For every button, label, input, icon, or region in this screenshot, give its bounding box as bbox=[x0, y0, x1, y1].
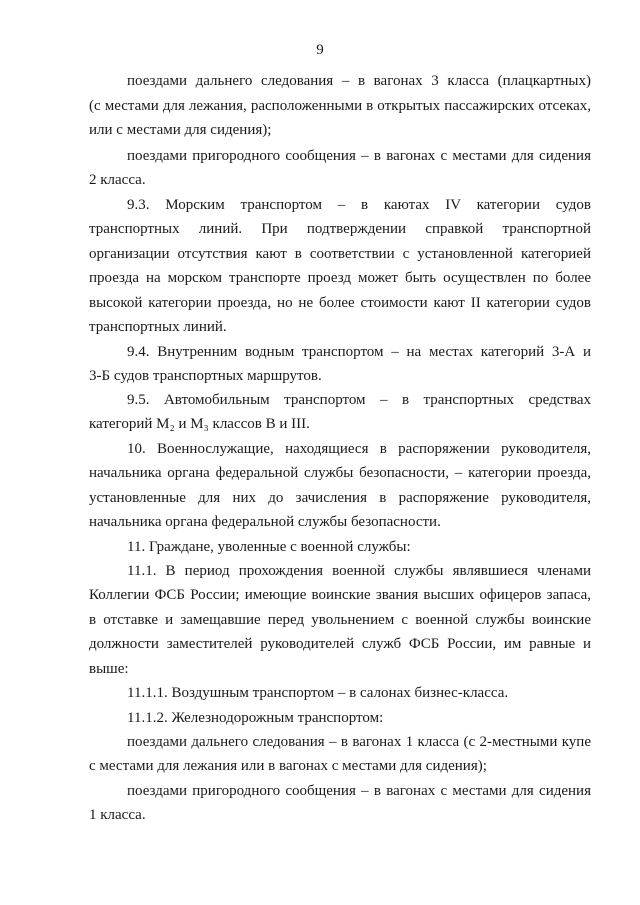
text-line: начальника органа федеральной службы безопасности, – категории проезда, bbox=[89, 465, 591, 481]
text-line: 3-Б судов транспортных маршрутов. bbox=[89, 368, 322, 384]
text-line: организации отсутствия кают в соответствии с установленной категорией bbox=[89, 246, 591, 262]
text-line: Коллегии ФСБ России; имеющие воинские звания высших офицеров запаса, bbox=[89, 587, 591, 603]
text-line: высокой категории проезда, но не более стоимости кают II категории судов bbox=[89, 295, 591, 311]
text-line: выше: bbox=[89, 661, 129, 677]
page-number: 9 bbox=[316, 42, 324, 58]
text-line: поездами пригородного сообщения – в вагонах с местами для сидения bbox=[127, 783, 591, 799]
text-line: категорий M₂ и M₃ классов В и III. bbox=[89, 416, 310, 432]
text-line: 11.1. В период прохождения военной службы являвшиеся членами bbox=[127, 563, 591, 579]
text-line: с местами для лежания или в вагонах с местами для сидения); bbox=[89, 758, 487, 774]
text-line: поездами дальнего следования – в вагонах 1 класса (с 2-местными купе bbox=[127, 734, 591, 750]
text-line: в отставке и замещавшие перед увольнением с военной службы воинские bbox=[89, 612, 591, 628]
text-line: или с местами для сидения); bbox=[89, 122, 272, 138]
text-line: 9.4. Внутренним водным транспортом – на местах категорий 3-А и bbox=[127, 344, 591, 360]
text-line: проезда на морском транспорте проезд может быть осуществлен по более bbox=[89, 270, 591, 286]
text-line: 10. Военнослужащие, находящиеся в распоряжении руководителя, bbox=[127, 441, 591, 457]
text-line: транспортных линий. При подтверждении справкой транспортной bbox=[89, 221, 591, 237]
text-line: транспортных линий. bbox=[89, 319, 227, 335]
text-line: должности заместителей руководителей служб ФСБ России, им равные и bbox=[89, 636, 591, 652]
text-line: 2 класса. bbox=[89, 172, 146, 188]
text-line: (с местами для лежания, расположенными в открытых пассажирских отсеках, bbox=[89, 98, 591, 114]
text-line: 9.3. Морским транспортом – в каютах IV категории судов bbox=[127, 197, 591, 213]
text-line: 11.1.1. Воздушным транспортом – в салонах бизнес-класса. bbox=[127, 685, 509, 701]
text-line: 1 класса. bbox=[89, 807, 146, 823]
text-line: 9.5. Автомобильным транспортом – в транспортных средствах bbox=[127, 392, 591, 408]
text-line: установленные для них до зачисления в распоряжение руководителя, bbox=[89, 490, 591, 506]
text-line: 11. Граждане, уволенные с военной службы: bbox=[127, 539, 411, 555]
text-line: начальника органа федеральной службы безопасности. bbox=[89, 514, 441, 530]
text-line: поездами пригородного сообщения – в вагонах с местами для сидения bbox=[127, 148, 591, 164]
text-line: поездами дальнего следования – в вагонах 3 класса (плацкартных) bbox=[127, 73, 591, 89]
text-line: 11.1.2. Железнодорожным транспортом: bbox=[127, 710, 384, 726]
